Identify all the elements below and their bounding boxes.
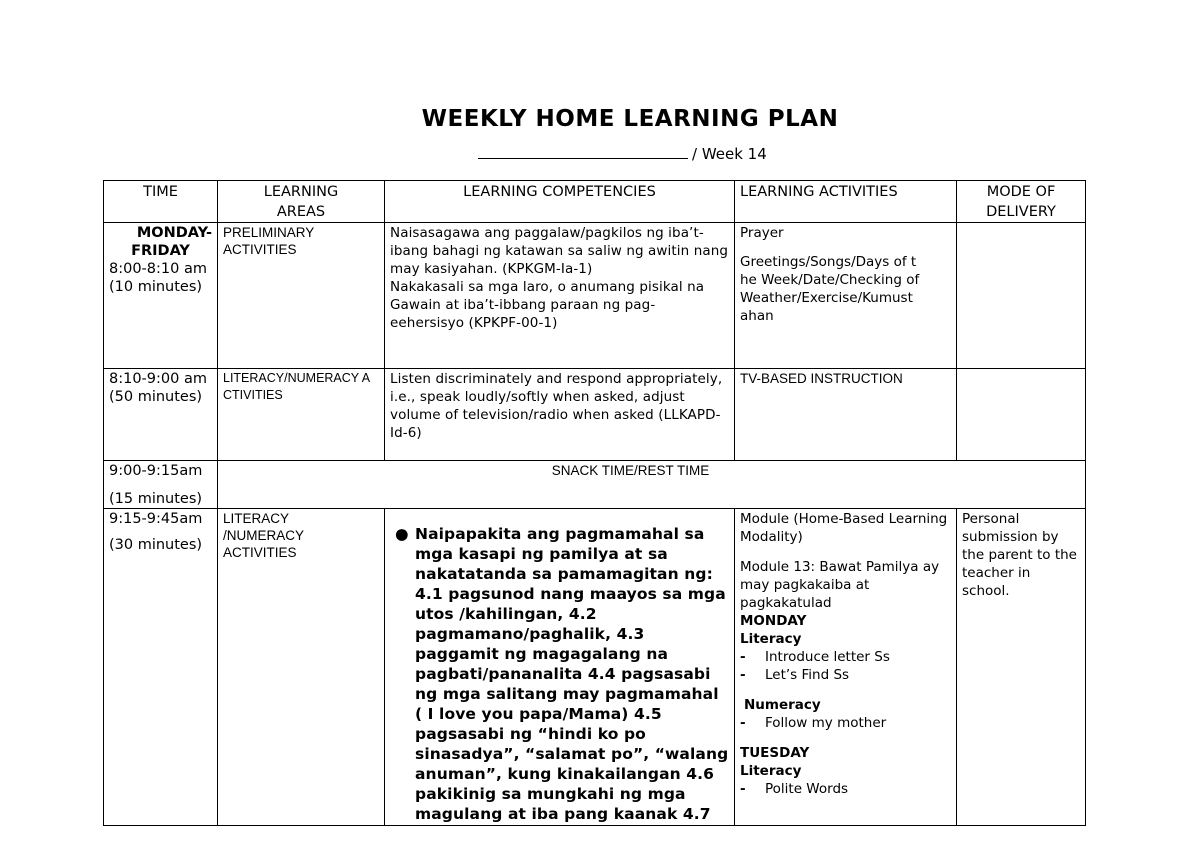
time-cell: 9:15-9:45am (30 minutes) [104,509,218,826]
time-cell [104,223,218,369]
day-label: FRIDAY [131,243,190,259]
snack-time-cell: SNACK TIME/REST TIME [218,461,1086,509]
competency-cell: Listen discriminately and respond appropriately, i.e., speak loudly/softly when asked, adjust volume of television/radio when asked (LLKAPD-Id-6) [385,369,735,461]
mode-cell: Personal submission by the parent to the teacher in school. [957,509,1086,826]
learning-area-cell: LITERACY/NUMERACY ACTIVITIES [218,369,385,461]
time-range: 8:00-8:10 am [109,261,207,277]
activity-cell: Prayer Greetings/Songs/Days of the Week/Date/Checking of Weather/Exercise/Kumustahan [735,223,957,369]
list-item: - Let’s Find Ss [740,667,850,683]
week-label: / Week 14 [692,145,767,163]
header-row [104,181,1086,223]
header-mode-of-delivery: MODE OF DELIVERY [957,181,1086,223]
competency-cell [385,509,735,826]
table-row [104,509,1086,826]
table-row [104,369,1086,461]
header-learning-competencies: LEARNING COMPETENCIES [385,181,735,223]
duration: (10 minutes) [109,279,203,295]
table-row [104,223,1086,369]
learning-area-cell: PRELIMINARY ACTIVITIES [218,223,385,369]
activity-cell: Module (Home-Based Learning Modality) Module 13: Bawat Pamilya ay may pagkakaiba at pagkakatulad MONDAY Literacy - Introduce letter Ss - Let’s Find Ss Numeracy - Follow my mother TUESDAY Literacy - Polite Words [735,509,957,826]
activity-cell: TV-BASED INSTRUCTION [735,369,957,461]
time-cell: 9:00-9:15am (15 minutes) [104,461,218,509]
list-item: - Introduce letter Ss [740,649,890,665]
header-learning-areas: LEARNING AREAS [218,181,385,223]
bullet-icon: ● [395,525,409,543]
time-cell: 8:10-9:00 am (50 minutes) [104,369,218,461]
week-subtitle [478,144,767,163]
header-time: TIME [104,181,218,223]
name-blank-line[interactable] [478,144,688,159]
list-item: - Follow my mother [740,715,887,731]
learning-area-cell: LITERACY /NUMERACY ACTIVITIES [218,509,385,826]
header-learning-activities: LEARNING ACTIVITIES [735,181,957,223]
competency-cell: Naisasagawa ang paggalaw/pagkilos ng iba’t-ibang bahagi ng katawan sa saliw ng awitin nang may kasiyahan. (KPKGM-Ia-1) Nakakasali sa mga laro, o anumang pisikal na Gawain at iba’t-ibbang paraan ng pag-eehersisyo (KPKPF-00-1) [385,223,735,369]
day-label: MONDAY- [136,225,212,241]
mode-cell [957,369,1086,461]
mode-cell [957,223,1086,369]
competency-bullet: ● Naipapakita ang pagmamahal sa mga kasapi ng pamilya at sa nakatatanda sa pamamagitan ng: 4.1 pagsunod nang maayos sa mga utos /kahilingan, 4.2 pagmamano/paghalik, 4.3 paggamit ng magagalang na pagbati/pananalita 4.4 pagsasabi ng mga salitang may pagmamahal ( I love you papa/Mama) 4.5 pagsasabi ng “hindi ko po sinasadya”, “salamat po”, “walang anuman”, kung kinakailangan 4.6 pakikinig sa mungkahi ng mga magulang at iba pang kaanak 4.7 [395,525,729,823]
learning-plan-table [103,180,1086,826]
list-item: - Polite Words [740,781,849,797]
table-row [104,461,1086,509]
page-title: WEEKLY HOME LEARNING PLAN [421,106,839,132]
